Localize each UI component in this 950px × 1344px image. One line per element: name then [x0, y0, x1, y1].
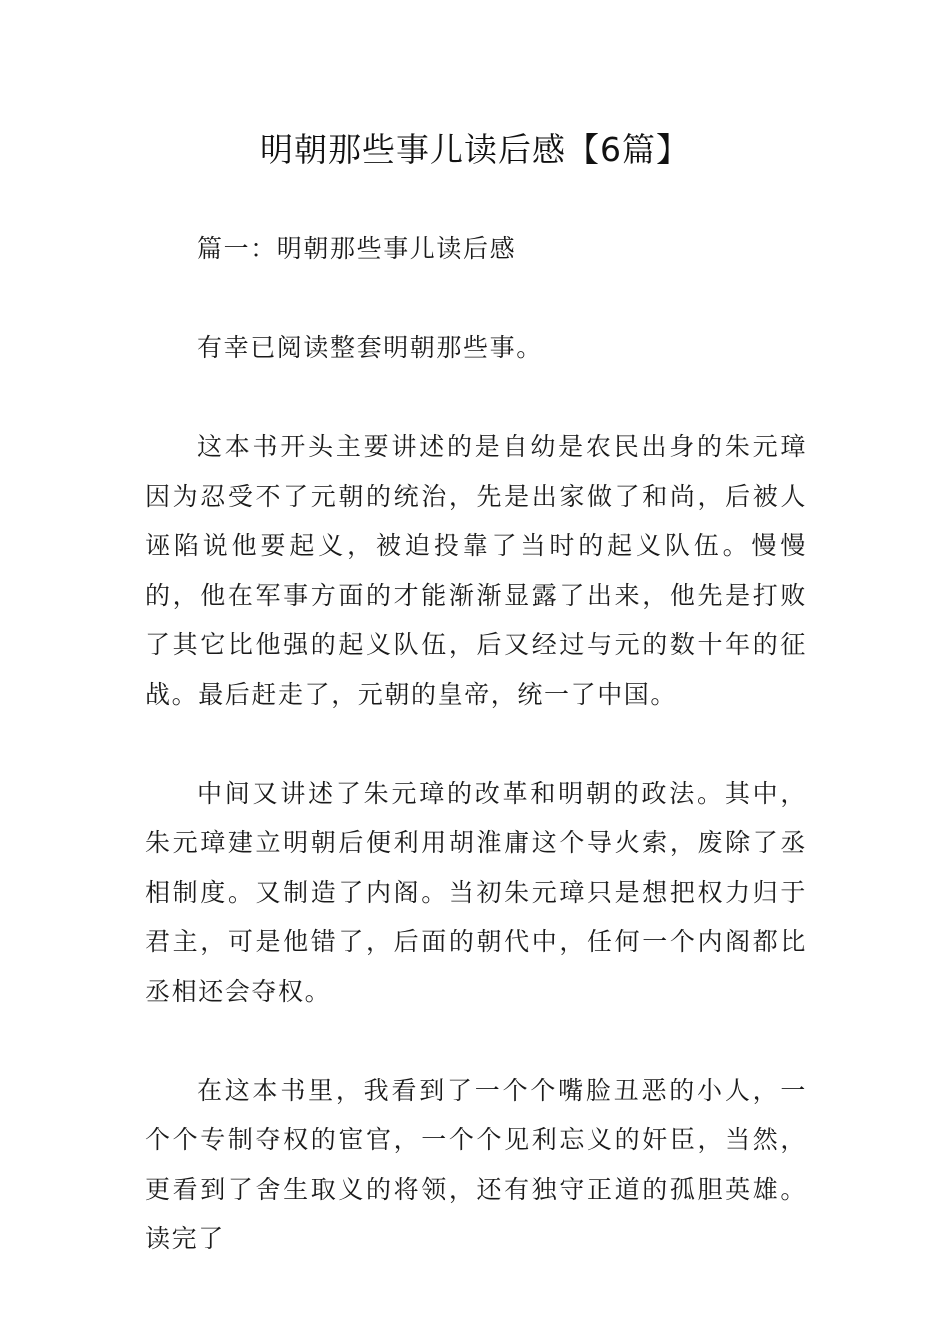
document-title: 明朝那些事儿读后感【6篇】 [260, 130, 690, 169]
document-body [145, 224, 807, 1313]
paragraph-1: 有幸已阅读整套明朝那些事。 [197, 333, 543, 362]
paragraph-4: 在这本书里，我看到了一个个嘴脸丑恶的小人，一个个专制夺权的宦官，一个个见利忘义的奸臣，当然，更看到了舍生取义的将领，还有独守正道的孤胆英雄。读完了 [145, 1075, 807, 1253]
paragraph-3: 中间又讲述了朱元璋的改革和明朝的政法。其中，朱元璋建立明朝后便利用胡淮庸这个导火索，废除了丞相制度。又制造了内阁。当初朱元璋只是想把权力归于君主，可是他错了，后面的朝代中，任何一个内阁都比丞相还会夺权。 [145, 778, 807, 1006]
paragraph-2: 这本书开头主要讲述的是自幼是农民出身的朱元璋因为忍受不了元朝的统治，先是出家做了和尚，后被人诬陷说他要起义，被迫投靠了当时的起义队伍。慢慢的，他在军事方面的才能渐渐显露了出来，他先是打败了其它比他强的起义队伍，后又经过与元的数十年的征战。最后赶走了，元朝的皇帝，统一了中国。 [145, 432, 807, 709]
section-heading: 篇一：明朝那些事儿读后感 [197, 234, 517, 263]
